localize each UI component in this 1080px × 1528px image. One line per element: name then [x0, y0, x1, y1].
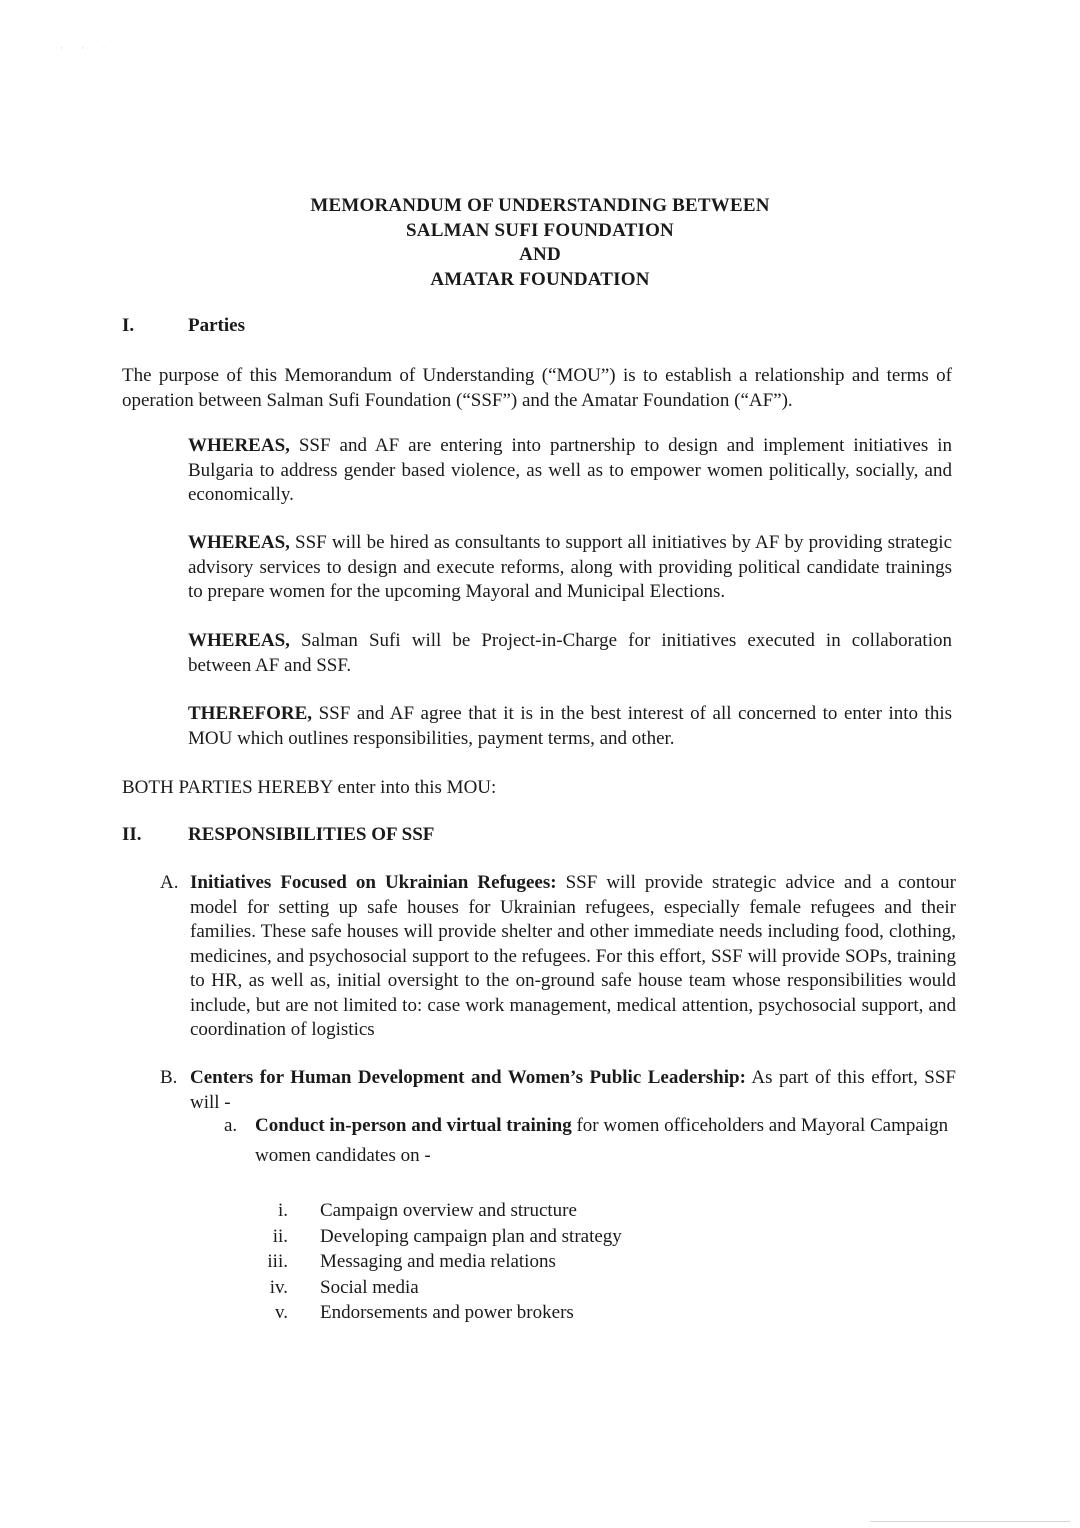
whereas-paragraph-2 — [188, 531, 952, 605]
topic-text: Developing campaign plan and strategy — [320, 1225, 622, 1247]
topic-number: v. — [274, 1302, 288, 1324]
purpose-paragraph: The purpose of this Memorandum of Understanding (“MOU”) is to establish a relationship and terms of operation between Salman Sufi Foundation (“SSF”) and the Amatar Foundation (“AF”). — [122, 365, 952, 411]
sub-item-a — [224, 1111, 954, 1171]
whereas-lead: WHEREAS, — [188, 532, 290, 553]
sub-item-marker: a. — [224, 1115, 238, 1136]
topic-number: i. — [277, 1200, 288, 1221]
title-line-3: AND — [519, 244, 561, 265]
whereas-lead: WHEREAS, — [188, 630, 290, 651]
section-heading-parties — [122, 314, 245, 338]
item-marker: A. — [160, 872, 179, 893]
title-line-2: SALMAN SUFI FOUNDATION — [406, 219, 674, 241]
therefore-paragraph — [188, 702, 952, 751]
item-marker: B. — [160, 1067, 178, 1088]
topic-number: iv. — [269, 1276, 288, 1298]
title-line-1: MEMORANDUM OF UNDERSTANDING BETWEEN — [310, 195, 770, 216]
sub-item-body — [255, 1111, 954, 1171]
list-item — [262, 1276, 862, 1302]
topic-number: iii. — [267, 1251, 288, 1273]
whereas-text: Salman Sufi will be Project-in-Charge for initiatives executed in collaboration between AF and SSF. — [188, 630, 952, 676]
section-title: Parties — [188, 315, 245, 336]
list-item — [262, 1199, 862, 1225]
section-title: RESPONSIBILITIES OF SSF — [188, 824, 435, 845]
list-item — [262, 1250, 862, 1276]
section-heading-responsibilities — [122, 823, 434, 847]
therefore-text: SSF and AF agree that it is in the best interest of all concerned to enter into this MOU which outlines responsibilities, payment terms, and other. — [188, 703, 952, 749]
item-text: As part of this effort, SSF will - — [190, 1067, 956, 1113]
whereas-text: SSF and AF are entering into partnership to design and implement initiatives in Bulgaria to address gender based violence, as well as to empower women politically, socially, and economically. — [188, 435, 952, 505]
list-item — [262, 1301, 862, 1327]
item-lead: Initiatives Focused on Ukrainian Refugees: — [190, 872, 557, 893]
scan-edge-divider — [870, 1521, 1070, 1522]
list-item — [262, 1225, 862, 1251]
topic-number: ii. — [272, 1225, 288, 1247]
title-line-4: AMATAR FOUNDATION — [430, 268, 650, 290]
topic-text: Endorsements and power brokers — [320, 1302, 574, 1324]
item-body — [190, 1066, 956, 1115]
list-item-a — [160, 871, 956, 1043]
section-number: II. — [122, 824, 142, 845]
topic-text: Campaign overview and structure — [320, 1200, 577, 1221]
item-text: SSF will provide strategic advice and a contour model for setting up safe houses for Ukrainian refugees, especially female refugees and their families. These safe houses will provide shelter and other immediate needs including food, clothing, medicines, and psychosocial support to the refugees. For this effort, SSF will provide SOPs, training to HR, as well as, initial oversight to the on-ground safe house team whose responsibilities would include, but are not limited to: case work management, medical attention, psychosocial support, and coordination of logistics — [190, 872, 956, 1040]
topic-text: Messaging and media relations — [320, 1251, 556, 1273]
document-title — [0, 194, 1080, 292]
therefore-lead: THEREFORE, — [188, 703, 313, 724]
scan-artifact: · · · — [60, 43, 114, 53]
item-lead: Centers for Human Development and Women’s Public Leadership: — [190, 1067, 746, 1088]
section-number: I. — [122, 315, 135, 336]
sub-item-lead: Conduct in-person and virtual training — [255, 1115, 572, 1136]
whereas-paragraph-1 — [188, 434, 952, 508]
sub-item-text: for women officeholders and Mayoral Campaign women candidates on - — [255, 1115, 949, 1166]
item-body — [190, 871, 956, 1043]
whereas-paragraph-3 — [188, 629, 952, 678]
topic-text: Social media — [320, 1276, 419, 1298]
whereas-text: SSF will be hired as consultants to support all initiatives by AF by providing strategic advisory services to design and execute reforms, along with providing political candidate trainings to prepare women for the upcoming Mayoral and Municipal Elections. — [188, 532, 952, 602]
whereas-lead: WHEREAS, — [188, 435, 290, 456]
both-parties-statement: BOTH PARTIES HEREBY enter into this MOU: — [122, 777, 497, 798]
training-topics-list — [262, 1199, 862, 1327]
list-item-b — [160, 1066, 956, 1115]
